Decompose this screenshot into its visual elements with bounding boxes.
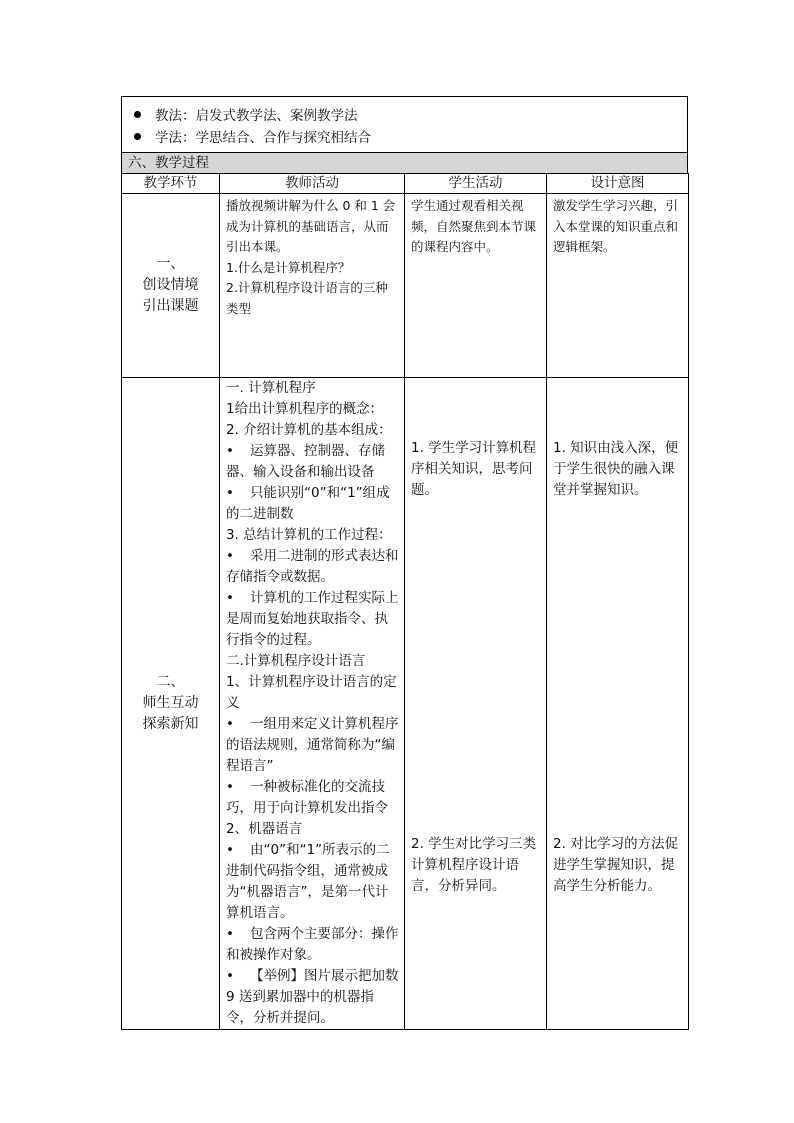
teacher-line-text: 二.计算机程序设计语言 [226,653,366,669]
bullet-icon [134,111,141,118]
teacher-line-text: 【举例】图片展示把加数 9 送到累加器中的机器指令，分析并提问。 [226,968,399,1026]
stage-name-line1: 师生互动 [142,695,199,711]
student-text: 学生通过观看相关视频，自然聚焦到本节课的课程内容中。 [411,198,537,254]
teacher-line-text: 1、计算机程序设计语言的定义 [226,674,397,711]
header-intent: 设计意图 [547,174,689,194]
bullet-dot-icon: • [226,968,234,984]
teacher-line-text: 计算机的工作过程实际上是周而复始地获取指令、执行指令的过程。 [226,590,399,648]
lesson-plan-page [121,96,688,1030]
intent-text: 激发学生学习兴趣，引入本堂课的知识重点和逻辑框架。 [553,198,679,254]
bullet-dot-icon: • [226,716,234,732]
stage-number: 二、 [156,674,185,690]
teacher-bullet-item [226,966,400,1029]
stage-name-line2: 探索新知 [142,716,199,732]
section-title: 六、教学过程 [121,152,688,173]
process-table [121,173,689,1030]
teacher-activity-2 [220,378,405,1030]
teacher-text: 1.什么是计算机程序？ [226,259,351,275]
table-header-row [122,174,689,194]
teacher-activity-1 [220,194,405,378]
teacher-line-text: 运算器、控制器、存储器、输入设备和输出设备 [226,443,385,480]
bullet-dot-icon: • [226,779,234,795]
teacher-bullet-item [226,483,400,525]
learning-method: 学法：学思结合、合作与探究相结合 [155,130,371,146]
teacher-line-text: 只能识别“0”和“1”组成的二进制数 [226,485,390,522]
teacher-line-text: 采用二进制的形式表达和存储指令或数据。 [226,548,399,585]
stage-cell-1 [122,194,220,378]
teacher-line-text: 2. 介绍计算机的基本组成： [226,422,392,438]
teacher-text: 2.计算机程序设计语言的三种类型 [226,280,388,316]
stage-name-line1: 创设情境 [142,277,199,293]
teacher-text: 播放视频讲解为什么 0 和 1 会成为计算机的基础语言，从而引出本课。 [226,198,396,254]
teacher-heading [226,399,400,420]
stage-name-line2: 引出课题 [142,298,199,314]
teacher-line-text: 1给出计算机程序的概念： [226,401,384,417]
teacher-line-text: 一. 计算机程序 [226,380,316,396]
teacher-line-text: 3. 总结计算机的工作过程： [226,527,392,543]
bullet-dot-icon: • [226,443,234,459]
teacher-heading [226,378,400,399]
bullet-dot-icon: • [226,548,234,564]
bullet-dot-icon: • [226,485,234,501]
student-text-2: 2. 学生对比学习三类计算机程序设计语言，分析异同。 [411,836,537,894]
teacher-bullet-item [226,546,400,588]
stage-cell-2 [122,378,220,1030]
teacher-heading [226,819,400,840]
table-row [122,194,689,378]
header-stage: 教学环节 [122,174,220,194]
table-row [122,378,689,1030]
header-student: 学生活动 [405,174,547,194]
student-activity-2 [405,378,547,1030]
bullet-dot-icon: • [226,926,234,942]
bullet-icon [134,133,141,140]
design-intent-2 [547,378,689,1030]
bullet-dot-icon: • [226,590,234,606]
teacher-bullet-item [226,588,400,651]
teacher-heading [226,525,400,546]
learning-method-line [128,125,687,147]
teacher-line-text: 2、机器语言 [226,821,303,837]
design-intent-1 [547,194,689,378]
intent-text-2: 2. 对比学习的方法促进学生掌握知识，提高学生分析能力。 [553,836,679,894]
teacher-line-text: 包含两个主要部分：操作和被操作对象。 [226,926,399,963]
teacher-line-text: 一组用来定义计算机程序的语法规则，通常简称为“编程语言” [226,716,399,774]
teacher-heading [226,672,400,714]
student-activity-1 [405,194,547,378]
teacher-line-text: 一种被标准化的交流技巧，用于向计算机发出指令 [226,779,388,816]
teacher-bullet-item [226,714,400,777]
teacher-heading [226,651,400,672]
intent-text-1: 1. 知识由浅入深，便于学生很快的融入课堂并掌握知识。 [553,440,679,498]
teacher-heading [226,420,400,441]
teaching-method: 教法：启发式教学法、案例教学法 [155,108,358,124]
methods-box [121,96,688,152]
teacher-bullet-item [226,777,400,819]
teacher-bullet-item [226,924,400,966]
bullet-dot-icon: • [226,842,234,858]
stage-number: 一、 [156,256,185,272]
teaching-method-line [128,103,687,125]
teacher-line-text: 由“0”和“1”所表示的二进制代码指令组，通常被成为“机器语言”，是第一代计算机语言。 [226,842,390,921]
header-teacher: 教师活动 [220,174,405,194]
teacher-bullet-item [226,840,400,924]
teacher-bullet-item [226,441,400,483]
student-text-1: 1. 学生学习计算机程序相关知识，思考问题。 [411,440,537,498]
